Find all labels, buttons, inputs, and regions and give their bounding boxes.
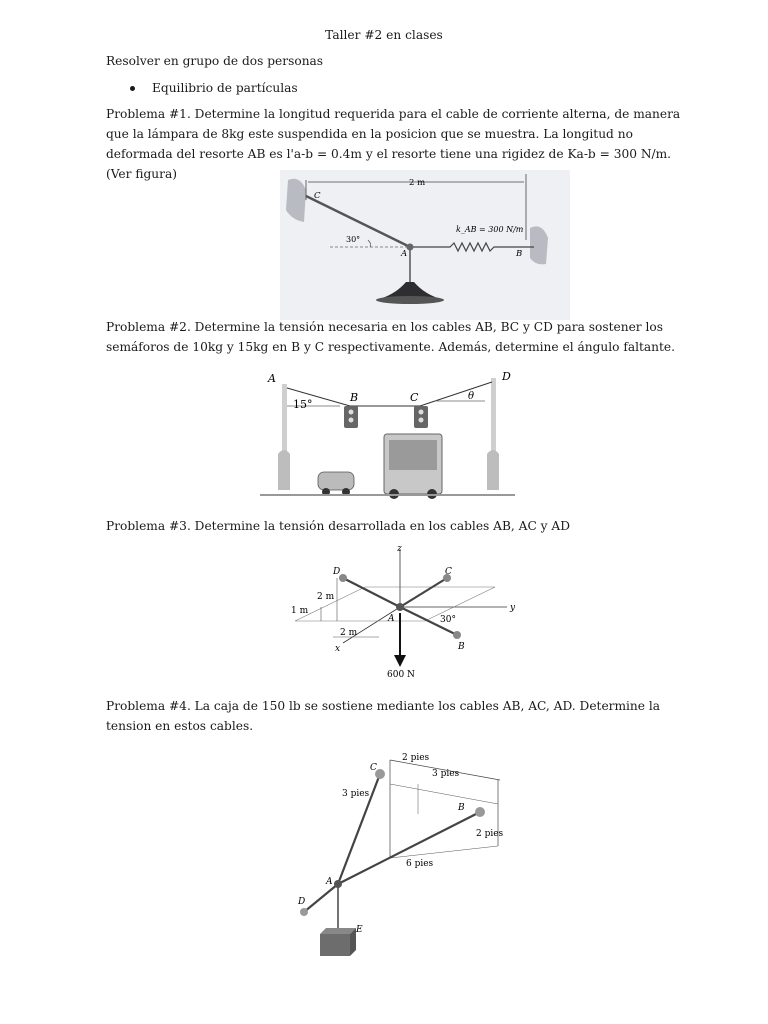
p2-line-2: semáforos de 10kg y 15kg en B y C respectivamente. Además, determine el ángulo faltante. (106, 340, 676, 354)
p2-label-a: A (268, 372, 276, 385)
p2-label-c: C (410, 391, 419, 404)
p4-dim-4: 2 pies (476, 829, 504, 839)
p1-line-4: (Ver figura) (106, 167, 177, 181)
p3-label-y: y (510, 603, 516, 613)
p2-angle-label: 15° (293, 398, 313, 411)
p4-line-1: Problema #4. La caja de 150 lb se sostiene mediante los cables AB, AC, AD. Determine la (106, 699, 661, 713)
p4-label-e: E (356, 925, 363, 935)
p4-line-2: tension en estos cables. (106, 719, 254, 733)
p1-line-1: Problema #1. Determine la longitud requerida para el cable de corriente alterna, de manera (106, 107, 681, 121)
p3-angle-label: 30° (440, 615, 456, 625)
p1-label-c: C (314, 191, 321, 201)
p2-label-d: D (502, 370, 511, 383)
p4-dim-2: 3 pies (432, 769, 460, 779)
p3-label-c: C (445, 567, 452, 577)
p4-dim-1: 2 pies (402, 753, 430, 763)
page-title: Taller #2 en clases (325, 28, 443, 42)
p1-line-2: que la lámpara de 8kg este suspendida en la posicion que se muestra. La longitud no (106, 127, 633, 141)
p1-spring-label: k_AB = 300 N/m (456, 225, 524, 234)
p4-dim-3: 3 pies (342, 789, 370, 799)
p2-line-1: Problema #2. Determine la tensión necesaria en los cables AB, BC y CD para sostener los (106, 320, 663, 334)
p1-angle-label: 30° (346, 235, 361, 244)
p3-figure (285, 543, 525, 683)
p1-label-a: A (401, 249, 408, 259)
p4-label-c: C (370, 763, 377, 773)
p4-figure (290, 748, 520, 963)
p4-label-a: A (326, 877, 333, 887)
p3-label-b: B (458, 642, 465, 652)
p4-dim-5: 6 pies (406, 859, 434, 869)
bullet-dot (130, 86, 135, 91)
p4-label-b: B (458, 803, 465, 813)
p3-load-label: 600 N (387, 670, 415, 680)
p3-dim-1: 2 m (317, 592, 335, 602)
p3-line: Problema #3. Determine la tensión desarrollada en los cables AB, AC y AD (106, 519, 571, 533)
p3-label-a: A (388, 614, 395, 624)
p2-figure (260, 368, 515, 503)
p4-label-d: D (298, 897, 306, 907)
intro-text: Resolver en grupo de dos personas (106, 54, 324, 68)
p3-label-d: D (333, 567, 341, 577)
p2-theta-label: θ (468, 391, 475, 402)
p3-dim-2: 1 m (291, 606, 309, 616)
p3-label-z: z (397, 544, 402, 554)
p3-dim-3: 2 m (340, 628, 358, 638)
p1-line-3: deformada del resorte AB es l'a-b = 0.4m y el resorte tiene una rigidez de Ka-b = 300 N/m. (106, 147, 672, 161)
p1-dim-label: 2 m (409, 178, 426, 188)
p3-label-x: x (335, 644, 341, 654)
bullet-item: Equilibrio de partículas (152, 81, 298, 95)
p1-figure (280, 170, 570, 320)
p2-label-b: B (350, 391, 359, 404)
p1-label-b: B (516, 249, 523, 259)
